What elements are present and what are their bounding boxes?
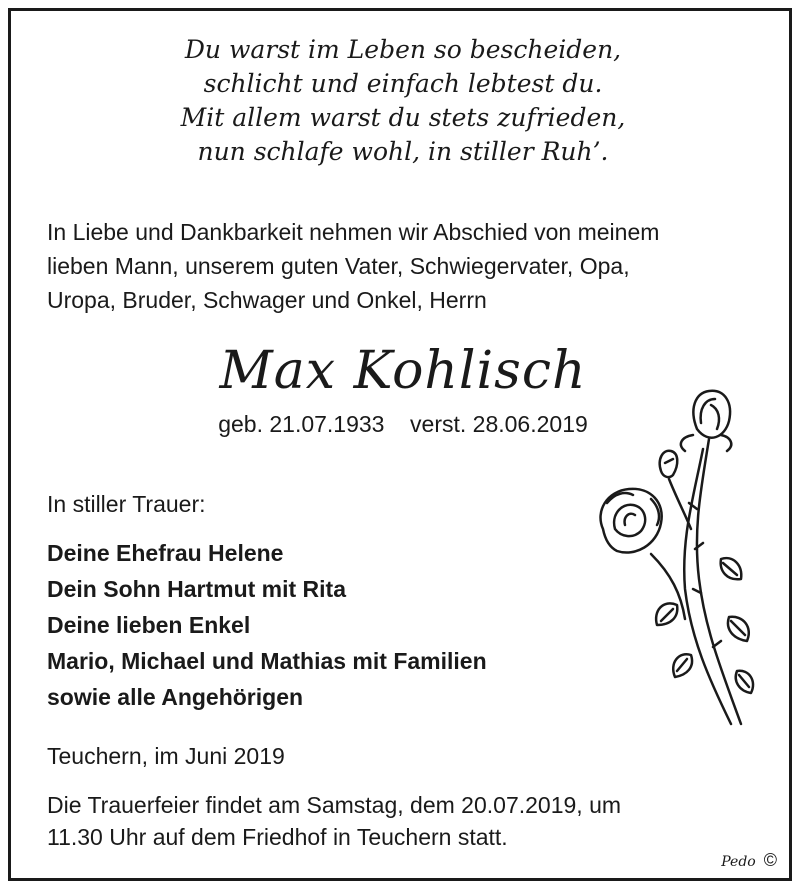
service-line: 11.30 Uhr auf dem Friedhof in Teuchern statt. [47,824,508,850]
poem [11,33,795,169]
poem-line: nun schlafe wohl, in stiller Ruh’. [197,137,609,166]
intro-line: In Liebe und Dankbarkeit nehmen wir Abschied von meinem [47,219,660,245]
signature-name: Pedo [721,854,756,870]
obituary-notice [8,8,792,881]
rose-illustration [581,379,781,731]
poem-line: Du warst im Leben so bescheiden, [184,35,622,64]
intro-line: Uropa, Bruder, Schwager und Onkel, Herrn [47,287,487,313]
designer-signature [721,850,777,872]
service-line: Die Trauerfeier findet am Samstag, dem 20.07.2019, um [47,792,622,818]
mourner-line: Deine Ehefrau Helene [47,540,284,566]
intro-line: lieben Mann, unserem guten Vater, Schwiegervater, Opa, [47,253,630,279]
poem-line: Mit allem warst du stets zufrieden, [180,103,626,132]
copyright-symbol: © [763,850,777,870]
mourners-list [47,535,487,715]
poem-line: schlicht und einfach lebtest du. [203,69,603,98]
intro-text [47,215,767,317]
deceased-name: Max Kohlisch [219,341,587,401]
death-date: verst. 28.06.2019 [410,411,588,437]
mourner-line: Dein Sohn Hartmut mit Rita [47,576,347,602]
mourner-line: sowie alle Angehörigen [47,684,304,710]
mourner-line: Deine lieben Enkel [47,612,251,638]
place-date: Teuchern, im Juni 2019 [47,743,285,769]
mourner-line: Mario, Michael und Mathias mit Familien [47,648,487,674]
funeral-service-info [47,789,767,853]
birth-date: geb. 21.07.1933 [218,411,385,437]
mourners-heading: In stiller Trauer: [47,491,206,517]
